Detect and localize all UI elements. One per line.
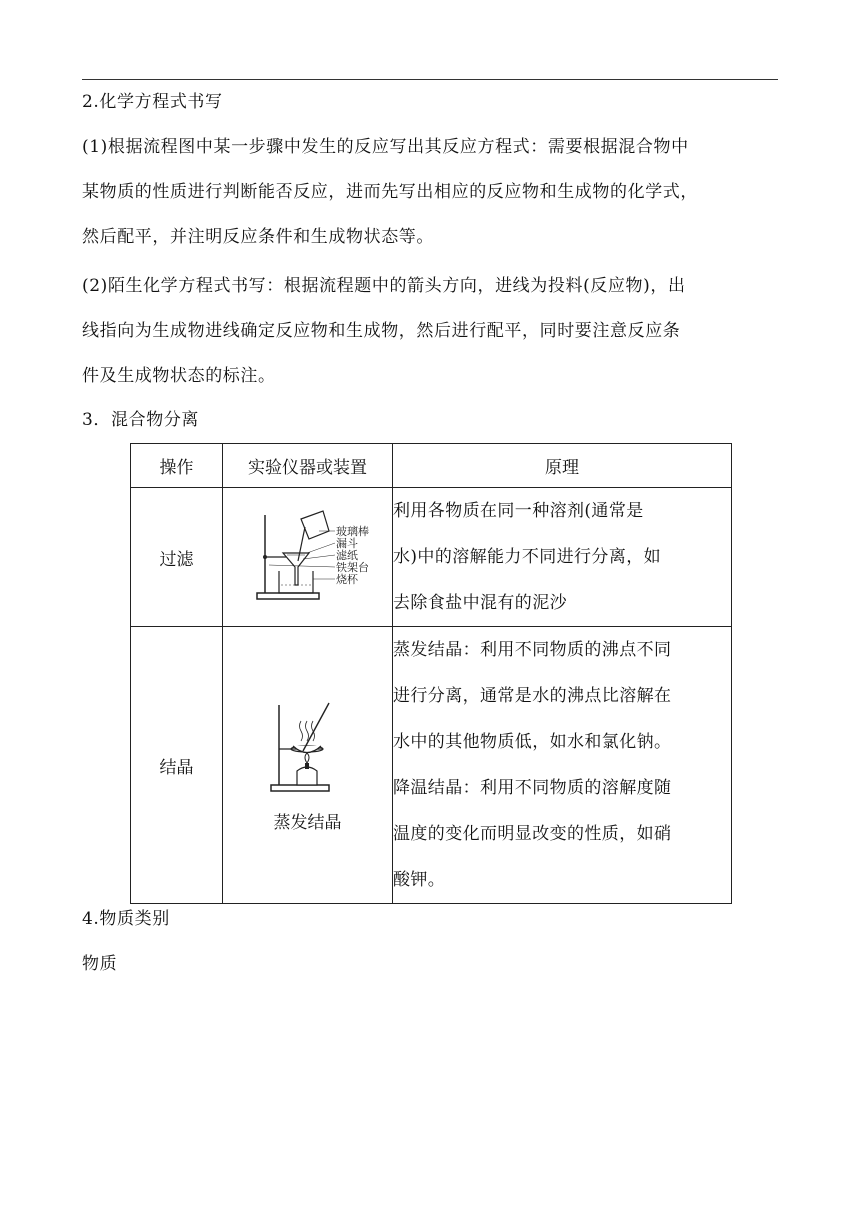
evaporation-apparatus-diagram xyxy=(263,697,353,797)
header-operation: 操作 xyxy=(131,444,223,488)
section4-subheading: 物质 xyxy=(82,954,118,974)
separation-table xyxy=(130,443,732,904)
operation-filtration: 过滤 xyxy=(131,488,223,627)
operation-crystallization: 结晶 xyxy=(131,627,223,904)
section2-paragraph-1: (1)根据流程图中某一步骤中发生的反应写出其反应方程式：需要根据混合物中 某物质的性质进行判断能否反应，进而先写出相应的反应物和生成物的化学式， 然后配平，并注明反应条件和生成物状态等。 xyxy=(82,137,698,247)
table-header-row xyxy=(131,444,732,488)
label-beaker: 烧杯 xyxy=(335,572,358,586)
label-filter-paper: 滤纸 xyxy=(335,548,358,562)
table-row xyxy=(131,627,732,904)
principle-filtration: 利用各物质在同一种溶剂(通常是 水)中的溶解能力不同进行分离，如 去除食盐中混有的泥沙 xyxy=(393,488,732,627)
principle-crystallization: 蒸发结晶：利用不同物质的沸点不同 进行分离，通常是水的沸点比溶解在 水中的其他物质低，如水和氯化钠。 降温结晶：利用不同物质的溶解度随 温度的变化而明显改变的性质，如硝 酸钾。 xyxy=(393,627,732,904)
label-iron-stand: 铁架台 xyxy=(335,560,369,574)
section2-heading: 2.化学方程式书写 xyxy=(82,92,223,112)
section3-heading: 3．混合物分离 xyxy=(82,410,200,430)
filtration-apparatus xyxy=(223,488,393,627)
section2-paragraph-2: (2)陌生化学方程式书写：根据流程题中的箭头方向，进线为投料(反应物)，出 线指向为生成物进线确定反应物和生成物，然后进行配平，同时要注意反应条 件及生成物状态的标注。 xyxy=(82,276,686,386)
crystallization-apparatus xyxy=(223,627,393,904)
apparatus-caption: 蒸发结晶 xyxy=(273,813,342,833)
table-row xyxy=(131,488,732,627)
label-funnel: 漏斗 xyxy=(335,536,358,550)
header-principle: 原理 xyxy=(393,444,732,488)
header-apparatus: 实验仪器或装置 xyxy=(223,444,393,488)
section4-heading: 4.物质类别 xyxy=(82,909,170,929)
filtration-apparatus-diagram xyxy=(243,505,373,605)
label-glass-rod: 玻璃棒 xyxy=(335,524,369,538)
